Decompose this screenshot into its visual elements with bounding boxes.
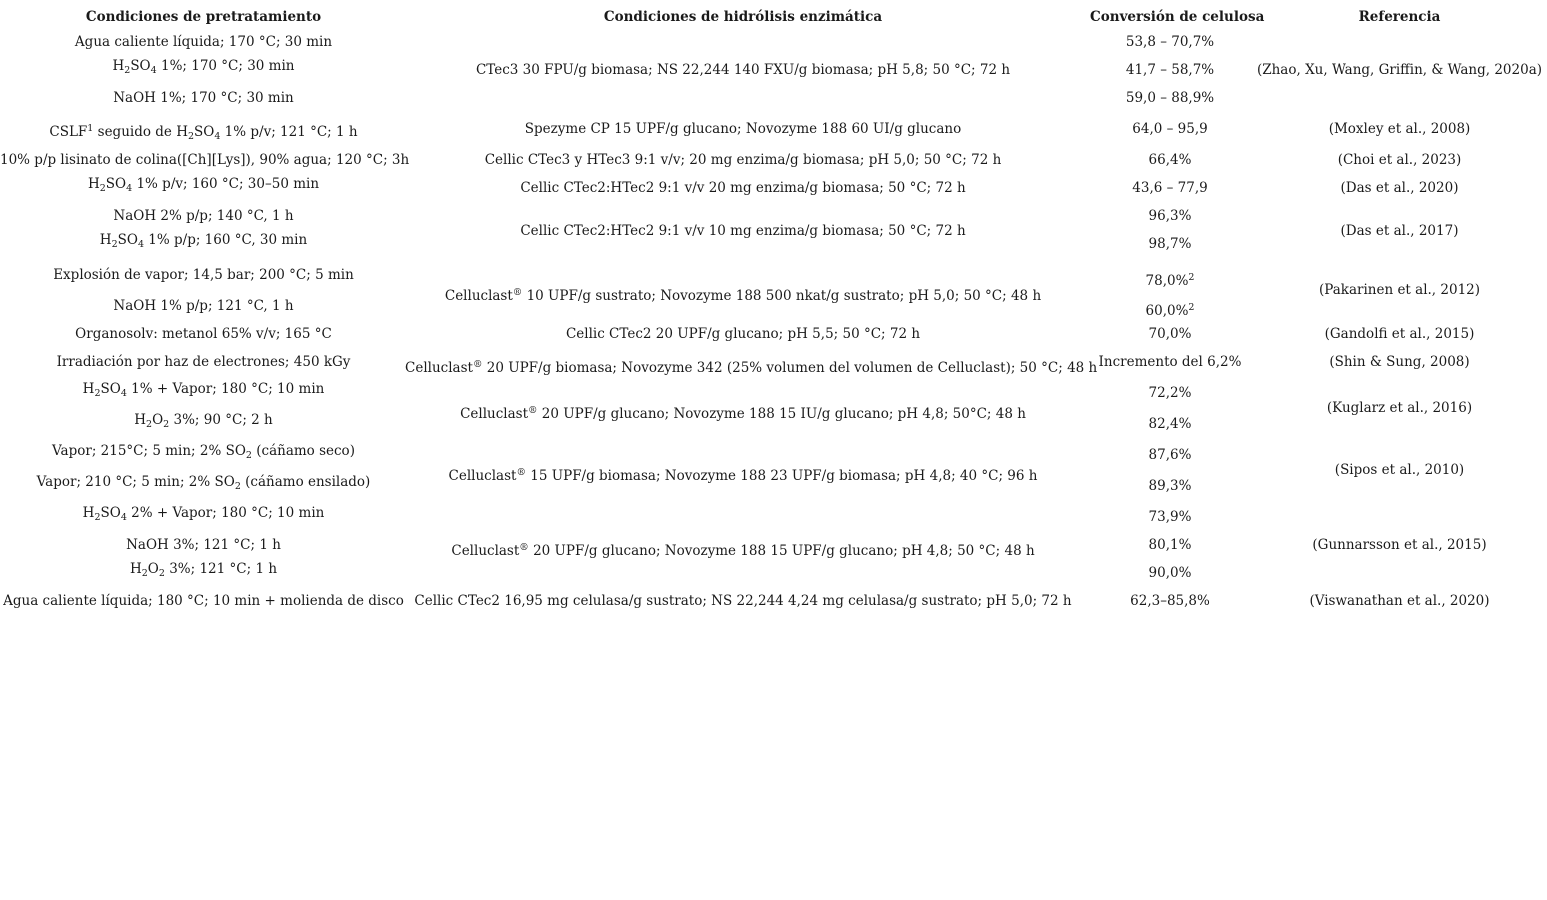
pretreatment-cell: NaOH 3%; 121 °C; 1 h xyxy=(126,537,281,553)
conversion-cell: 80,1% xyxy=(1148,537,1192,553)
conversion-cell: 66,4% xyxy=(1148,152,1192,168)
pretreatment-cell: CSLF$^1$ seguido de $H_2SO_4$ 1% p/v; 121 °C; 1 h xyxy=(49,123,358,142)
conversion-cell: 72,2% xyxy=(1148,385,1192,401)
reference-cell: (Zhao, Xu, Wang, Griffin, & Wang, 2020a) xyxy=(1256,62,1543,78)
pretreatment-cell: $H_2SO_4$ 1% p/v; 160 °C; 30–50 min xyxy=(87,176,320,194)
reference-cell: (Choi et al., 2023) xyxy=(1337,152,1462,168)
conversion-cell: 53,8 – 70,7% xyxy=(1125,34,1215,50)
conversion-cell: 89,3% xyxy=(1148,478,1192,494)
header-reference: Referencia xyxy=(1358,9,1441,25)
pretreatment-cell: $H_2O_2$ 3%; 90 °C; 2 h xyxy=(134,412,273,430)
conversion-cell: 70,0% xyxy=(1148,326,1192,342)
header-conversion: Conversión de celulosa xyxy=(1090,9,1265,25)
conversion-cell: 43,6 – 77,9 xyxy=(1132,180,1208,196)
pretreatment-cell: NaOH 1%; 170 °C; 30 min xyxy=(113,90,294,106)
conversion-cell: 64,0 – 95,9 xyxy=(1132,121,1208,137)
pretreatment-cell: NaOH 2% p/p; 140 °C, 1 h xyxy=(113,208,294,224)
pretreatment-cell: Agua caliente líquida; 170 °C; 30 min xyxy=(74,34,333,50)
reference-cell: (Moxley et al., 2008) xyxy=(1328,121,1471,137)
conversion-cell: 96,3% xyxy=(1148,208,1192,224)
reference-cell: (Kuglarz et al., 2016) xyxy=(1326,400,1473,416)
hydrolysis-cell: Celluclast® 20 UPF/g glucano; Novozyme 188 15 IU/g glucano; pH 4,8; 50°C; 48 h xyxy=(460,405,1026,422)
reference-cell: (Das et al., 2020) xyxy=(1340,180,1459,196)
hydrolysis-cell: Cellic CTec2 20 UPF/g glucano; pH 5,5; 50 °C; 72 h xyxy=(565,326,921,342)
pretreatment-cell: $H_2SO_4$ 1% p/p; 160 °C, 30 min xyxy=(99,232,308,250)
hydrolysis-cell: Cellic CTec2:HTec2 9:1 v/v 10 mg enzima/g biomasa; 50 °C; 72 h xyxy=(520,223,966,239)
conversion-cell: 90,0% xyxy=(1148,565,1192,581)
pretreatment-cell: Agua caliente líquida; 180 °C; 10 min + molienda de disco xyxy=(3,593,404,609)
hydrolysis-cell: Spezyme CP 15 UPF/g glucano; Novozyme 188 60 UI/g glucano xyxy=(524,121,962,137)
pretreatment-cell: Vapor; 215°C; 5 min; 2% $SO_2$ (cáñamo seco) xyxy=(52,443,355,461)
reference-cell: (Gandolfi et al., 2015) xyxy=(1324,326,1475,342)
hydrolysis-cell: Cellic CTec2 16,95 mg celulasa/g sustrato; NS 22,244 4,24 mg celulasa/g sustrato; pH 5,0; 72 h xyxy=(414,593,1072,609)
reference-cell: (Shin & Sung, 2008) xyxy=(1329,354,1470,370)
conversion-cell: 41,7 – 58,7% xyxy=(1125,62,1215,78)
hydrolysis-cell: Celluclast® 20 UPF/g biomasa; Novozyme 342 (25% volumen del volumen de Celluclast); 50 °C; 48 h xyxy=(405,359,1098,376)
reference-cell: (Gunnarsson et al., 2015) xyxy=(1312,537,1487,553)
hydrolysis-cell: CTec3 30 FPU/g biomasa; NS 22,244 140 FXU/g biomasa; pH 5,8; 50 °C; 72 h xyxy=(475,62,1011,78)
conversion-cell: 73,9% xyxy=(1148,509,1192,525)
conversion-cell: 62,3–85,8% xyxy=(1130,593,1210,609)
conversion-cell: 82,4% xyxy=(1148,416,1192,432)
pretreatment-cell: $H_2O_2$ 3%; 121 °C; 1 h xyxy=(129,561,278,579)
hydrolysis-cell: Celluclast® 10 UPF/g sustrato; Novozyme 188 500 nkat/g sustrato; pH 5,0; 50 °C; 48 h xyxy=(444,287,1042,304)
header-pretreatment: Condiciones de pretratamiento xyxy=(85,9,322,25)
pretreatment-cell: 10% p/p lisinato de colina([Ch][Lys]), 90% agua; 120 °C; 3h xyxy=(0,152,410,168)
pretreatment-cell: NaOH 1% p/p; 121 °C, 1 h xyxy=(113,298,294,314)
conversion-cell: 59,0 – 88,9% xyxy=(1125,90,1215,106)
hydrolysis-cell: Celluclast® 15 UPF/g biomasa; Novozyme 188 23 UPF/g biomasa; pH 4,8; 40 °C; 96 h xyxy=(448,467,1038,484)
conversion-cell: 87,6% xyxy=(1148,447,1192,463)
pretreatment-cell: $H_2SO_4$ 1% + Vapor; 180 °C; 10 min xyxy=(82,381,325,399)
header-hydrolysis: Condiciones de hidrólisis enzimática xyxy=(603,9,883,25)
hydrolysis-cell: Cellic CTec2:HTec2 9:1 v/v 20 mg enzima/g biomasa; 50 °C; 72 h xyxy=(520,180,966,196)
reference-cell: (Viswanathan et al., 2020) xyxy=(1309,593,1490,609)
conversion-cell: Incremento del 6,2% xyxy=(1098,354,1242,370)
hydrolysis-cell: Cellic CTec3 y HTec3 9:1 v/v; 20 mg enzima/g biomasa; pH 5,0; 50 °C; 72 h xyxy=(484,152,1002,168)
reference-cell: (Sipos et al., 2010) xyxy=(1334,462,1465,478)
pretreatment-cell: Organosolv: metanol 65% v/v; 165 °C xyxy=(75,326,332,342)
conversion-cell: 60,0%$^2$ xyxy=(1145,302,1195,319)
reference-cell: (Das et al., 2017) xyxy=(1340,223,1459,239)
pretreatment-cell: Explosión de vapor; 14,5 bar; 200 °C; 5 min xyxy=(53,267,354,283)
pretreatment-cell: $H_2SO_4$ 2% + Vapor; 180 °C; 10 min xyxy=(82,505,325,523)
pretreatment-cell: Irradiación por haz de electrones; 450 kGy xyxy=(56,354,351,370)
pretreatment-cell: $H_2SO_4$ 1%; 170 °C; 30 min xyxy=(112,58,295,76)
reference-cell: (Pakarinen et al., 2012) xyxy=(1318,282,1481,298)
conversion-cell: 78,0%$^2$ xyxy=(1145,272,1195,289)
conversion-cell: 98,7% xyxy=(1148,236,1192,252)
pretreatment-cell: Vapor; 210 °C; 5 min; 2% $SO_2$ (cáñamo ensilado) xyxy=(36,474,371,492)
hydrolysis-cell: Celluclast® 20 UPF/g glucano; Novozyme 188 15 UPF/g glucano; pH 4,8; 50 °C; 48 h xyxy=(451,542,1035,559)
